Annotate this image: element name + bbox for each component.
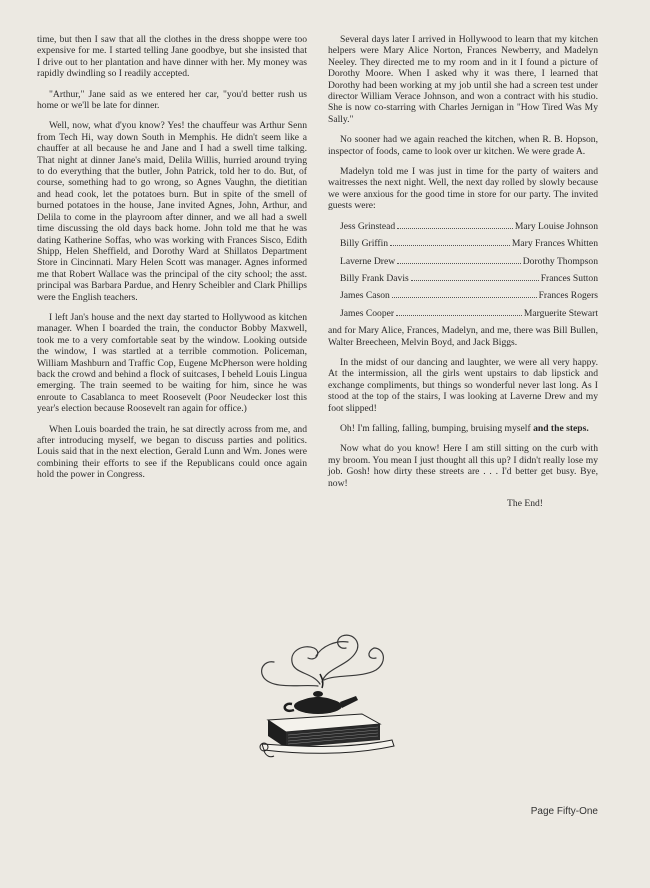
guest-pair <box>328 238 598 249</box>
paragraph: time, but then I saw that all the clothes in the dress shoppe were too expensive for me. I started telling Jane goodbye, but she insisted that I drive out to her plantation and have dinner with her. My money was rapidly dwindling so I readily accepted. <box>37 34 307 80</box>
guest-partner: Marguerite Stewart <box>523 307 598 319</box>
right-column <box>328 34 598 509</box>
paragraph: "Arthur," Jane said as we entered her car, "you'd better rush us home or we'll be late for dinner. <box>37 88 307 112</box>
paragraph: and for Mary Alice, Frances, Madelyn, and me, there was Bill Bullen, Walter Breecheen, Melvin Boyd, and Jack Biggs. <box>328 325 598 348</box>
paragraph: I left Jan's house and the next day started to Hollywood as kitchen manager. When I boarded the train, the conductor Bobby Maxwell, took me to a very comfortable seat by the window. Looking outside the window, I was startled at a terrible commotion. Policeman, William Mashburn and Traffic Cop, Eugene McPherson were holding back the crowd and behind a flock of suitcases, I beheld Louis Lingua emerging. The train seemed to be waiting for him, since he was enroute to Casablanca to meet Roosevelt (Poor Neudecker lost this year's election because Roosevelt ran again for office.) <box>37 311 307 415</box>
dot-leader <box>390 245 510 246</box>
paragraph: No sooner had we again reached the kitchen, when R. B. Hopson, inspector of foods, came to look over ur kitchen. We were grade A. <box>328 134 598 157</box>
dot-leader <box>411 280 539 281</box>
guest-partner: Frances Sutton <box>540 272 598 284</box>
the-end-text: The End! <box>507 498 543 509</box>
oil-lamp-on-book-icon <box>252 622 402 762</box>
guest-name: James Cooper <box>340 307 395 319</box>
guest-name: Billy Griffin <box>340 238 389 250</box>
falling-text: Oh! I'm falling, falling, bumping, bruising myself <box>340 422 531 434</box>
left-column <box>37 34 307 490</box>
guest-partner: Dorothy Thompson <box>522 255 598 267</box>
paragraph: Now what do you know! Here I am still sitting on the curb with my broom. You mean I just thought all this up? I didn't really lose my job. Gosh! how dirty these streets are . . . I'd better get busy. Bye, now! <box>328 443 598 489</box>
guest-partner: Mary Louise Johnson <box>514 220 598 232</box>
guest-partner: Frances Rogers <box>538 290 598 302</box>
paragraph: Well, now, what d'you know? Yes! the chauffeur was Arthur Senn from Tech Hi, way down South in Memphis. He didn't seem like a chauffer at all because he and Jane and I had a swell time talking. That night at dinner Jane's maid, Delila Willis, hurried around trying to do everything that the butler, John Patrick, told her to do. But, of course, something had to go wrong, so Agnes Vaughn, the dietitian and head cook, let the potatoes burn. But in spite of the smell of burned potatoes in the house, Jane invited Agnes, John, Arthur, and Delila to come in the playroom after dinner, and we all had a swell time discussing the old days back home. John told me that he was dating Katherine Soffas, who was working with Frances Sisco, Edith Shipp, Helen Sheffield, and Dorothy Ward at Shillatos Department Store in Cincinnati. Mary Helen Scott was manager. Agnes informed me that Robert Wallace was the principal of the city school; the asst. principal was Barbara Pardue, and Henry Scheibler and Clark Phillips were the English teachers. <box>37 120 307 303</box>
dot-leader <box>397 228 513 229</box>
guest-pair <box>328 308 598 319</box>
falling-bold-text: and the steps. <box>533 422 589 434</box>
guest-pair <box>328 256 598 267</box>
paragraph: When Louis boarded the train, he sat directly across from me, and after introducing myself, we began to discuss parties and politics. Louis said that in the next election, Gerald Lunn and Wm. Jones were combining their efforts to see if the Republicans could once again hold the power in Congress. <box>37 423 307 481</box>
paragraph: In the midst of our dancing and laughter, we were all very happy. At the intermission, all the girls went upstairs to dab lipstick and exchange compliments, but things so wonderful never last long. As I stood at the top of the stairs, I was looking at Laverne Drew and my foot slipped! <box>328 356 598 414</box>
dot-leader <box>396 315 522 316</box>
paragraph: Madelyn told me I was just in time for the party of waiters and waitresses the next night. Well, the next day rolled by slowly because we were anxious for the good time in store for our party. The invited guests were: <box>328 166 598 212</box>
guest-partner: Mary Frances Whitten <box>511 238 598 250</box>
dot-leader <box>392 297 537 298</box>
guest-pair <box>328 290 598 301</box>
guest-name: Billy Frank Davis <box>340 272 409 284</box>
guest-list <box>328 221 598 319</box>
dot-leader <box>397 263 521 264</box>
guest-pair <box>328 221 598 232</box>
guest-name: Laverne Drew <box>340 255 396 267</box>
page-number: Page Fifty-One <box>530 806 598 817</box>
guest-pair <box>328 273 598 284</box>
guest-name: James Cason <box>340 290 390 302</box>
guest-name: Jess Grinstead <box>340 220 396 232</box>
paragraph: Several days later I arrived in Hollywood to learn that my kitchen helpers were Mary Alice Norton, Frances Newberry, and Madelyn Neeley. They directed me to my room and in it I found a picture of Dorothy Moore. When I asked why it was there, I learned that Dorothy had been working at my job until she had a screen test under director William Verace Johnson, and won a contract with his studio. She is now co-starring with Charles Jernigan in "How Tired Was My Sally." <box>328 34 598 125</box>
paragraph <box>328 423 598 434</box>
